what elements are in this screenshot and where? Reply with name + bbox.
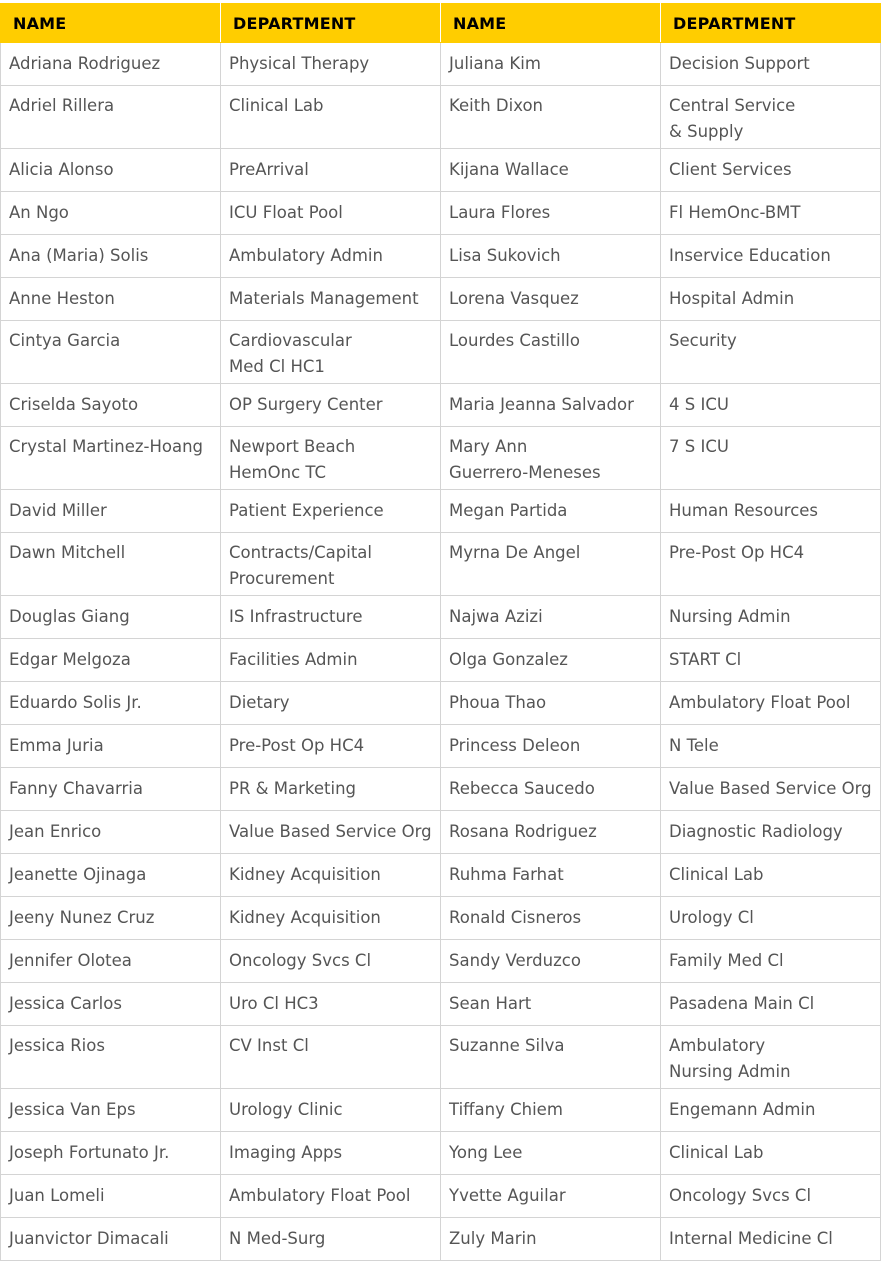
table-row [1, 940, 881, 983]
name-cell: Eduardo Solis Jr. [1, 682, 221, 725]
name-cell: Jeanette Ojinaga [1, 854, 221, 897]
department-cell: Cardiovascular Med Cl HC1 [221, 321, 441, 384]
department-cell: PreArrival [221, 149, 441, 192]
name-cell: Sean Hart [441, 983, 661, 1026]
name-cell: Najwa Azizi [441, 596, 661, 639]
name-cell: Fanny Chavarria [1, 768, 221, 811]
name-cell: Jennifer Olotea [1, 940, 221, 983]
name-cell: Lorena Vasquez [441, 278, 661, 321]
column-header-name-2: NAME [441, 4, 661, 43]
name-cell: Juliana Kim [441, 43, 661, 86]
department-cell: 4 S ICU [661, 384, 881, 427]
department-cell: Materials Management [221, 278, 441, 321]
department-cell: Clinical Lab [221, 86, 441, 149]
table-row [1, 725, 881, 768]
name-cell: Lisa Sukovich [441, 235, 661, 278]
name-cell: Jessica Rios [1, 1026, 221, 1089]
department-cell: Kidney Acquisition [221, 854, 441, 897]
name-cell: Megan Partida [441, 490, 661, 533]
table-header [1, 4, 881, 43]
department-cell: START Cl [661, 639, 881, 682]
name-cell: Crystal Martinez-Hoang [1, 427, 221, 490]
name-cell: Jeeny Nunez Cruz [1, 897, 221, 940]
department-cell: Value Based Service Org [221, 811, 441, 854]
name-cell: Yvette Aguilar [441, 1175, 661, 1218]
department-cell: IS Infrastructure [221, 596, 441, 639]
department-cell: Engemann Admin [661, 1089, 881, 1132]
department-cell: Patient Experience [221, 490, 441, 533]
department-cell: Ambulatory Float Pool [661, 682, 881, 725]
department-cell: Facilities Admin [221, 639, 441, 682]
table-row [1, 1175, 881, 1218]
department-cell: N Med-Surg [221, 1218, 441, 1261]
table-row [1, 1218, 881, 1261]
table-row [1, 1089, 881, 1132]
name-cell: Lourdes Castillo [441, 321, 661, 384]
column-header-department-2: DEPARTMENT [661, 4, 881, 43]
department-cell: Ambulatory Float Pool [221, 1175, 441, 1218]
table-row [1, 854, 881, 897]
department-cell: Uro Cl HC3 [221, 983, 441, 1026]
table-row [1, 43, 881, 86]
table-row [1, 1132, 881, 1175]
name-cell: Anne Heston [1, 278, 221, 321]
department-cell: Oncology Svcs Cl [661, 1175, 881, 1218]
department-cell: Urology Clinic [221, 1089, 441, 1132]
department-cell: Pre-Post Op HC4 [661, 533, 881, 596]
department-cell: Contracts/Capital Procurement [221, 533, 441, 596]
department-cell: PR & Marketing [221, 768, 441, 811]
department-cell: Physical Therapy [221, 43, 441, 86]
department-cell: Pre-Post Op HC4 [221, 725, 441, 768]
table-row [1, 897, 881, 940]
table-row [1, 768, 881, 811]
department-cell: Ambulatory Admin [221, 235, 441, 278]
table-row [1, 983, 881, 1026]
name-cell: Cintya Garcia [1, 321, 221, 384]
name-cell: Ana (Maria) Solis [1, 235, 221, 278]
department-cell: 7 S ICU [661, 427, 881, 490]
department-cell: Clinical Lab [661, 854, 881, 897]
name-cell: Emma Juria [1, 725, 221, 768]
department-cell: Kidney Acquisition [221, 897, 441, 940]
department-cell: Urology Cl [661, 897, 881, 940]
name-cell: David Miller [1, 490, 221, 533]
name-cell: An Ngo [1, 192, 221, 235]
name-cell: Edgar Melgoza [1, 639, 221, 682]
department-cell: Hospital Admin [661, 278, 881, 321]
department-cell: Dietary [221, 682, 441, 725]
name-cell: Princess Deleon [441, 725, 661, 768]
name-cell: Ronald Cisneros [441, 897, 661, 940]
name-cell: Suzanne Silva [441, 1026, 661, 1089]
department-cell: Diagnostic Radiology [661, 811, 881, 854]
department-cell: Newport Beach HemOnc TC [221, 427, 441, 490]
name-cell: Joseph Fortunato Jr. [1, 1132, 221, 1175]
department-cell: Nursing Admin [661, 596, 881, 639]
department-cell: Fl HemOnc-BMT [661, 192, 881, 235]
table-row [1, 1026, 881, 1089]
name-cell: Sandy Verduzco [441, 940, 661, 983]
name-cell: Maria Jeanna Salvador [441, 384, 661, 427]
name-cell: Rosana Rodriguez [441, 811, 661, 854]
column-header-department-1: DEPARTMENT [221, 4, 441, 43]
name-cell: Alicia Alonso [1, 149, 221, 192]
name-cell: Yong Lee [441, 1132, 661, 1175]
department-cell: Oncology Svcs Cl [221, 940, 441, 983]
name-cell: Ruhma Farhat [441, 854, 661, 897]
name-cell: Adriana Rodriguez [1, 43, 221, 86]
name-cell: Kijana Wallace [441, 149, 661, 192]
department-cell: Internal Medicine Cl [661, 1218, 881, 1261]
name-cell: Douglas Giang [1, 596, 221, 639]
table-body [1, 43, 881, 1261]
table-row [1, 533, 881, 596]
name-cell: Laura Flores [441, 192, 661, 235]
header-row [1, 4, 881, 43]
department-cell: Pasadena Main Cl [661, 983, 881, 1026]
table-row [1, 811, 881, 854]
name-cell: Rebecca Saucedo [441, 768, 661, 811]
table-row [1, 321, 881, 384]
department-cell: N Tele [661, 725, 881, 768]
department-cell: Clinical Lab [661, 1132, 881, 1175]
name-cell: Olga Gonzalez [441, 639, 661, 682]
table-row [1, 278, 881, 321]
name-cell: Mary Ann Guerrero-Meneses [441, 427, 661, 490]
name-cell: Jessica Carlos [1, 983, 221, 1026]
department-cell: Imaging Apps [221, 1132, 441, 1175]
table-row [1, 86, 881, 149]
column-header-name-1: NAME [1, 4, 221, 43]
table-row [1, 682, 881, 725]
table-row [1, 427, 881, 490]
name-cell: Juanvictor Dimacali [1, 1218, 221, 1261]
table-row [1, 235, 881, 278]
name-cell: Adriel Rillera [1, 86, 221, 149]
department-cell: Central Service & Supply [661, 86, 881, 149]
name-cell: Myrna De Angel [441, 533, 661, 596]
table-row [1, 384, 881, 427]
department-cell: Ambulatory Nursing Admin [661, 1026, 881, 1089]
department-cell: Family Med Cl [661, 940, 881, 983]
staff-roster-table [0, 3, 881, 1261]
department-cell: Client Services [661, 149, 881, 192]
table-row [1, 639, 881, 682]
name-cell: Jessica Van Eps [1, 1089, 221, 1132]
table-row [1, 490, 881, 533]
name-cell: Dawn Mitchell [1, 533, 221, 596]
department-cell: CV Inst Cl [221, 1026, 441, 1089]
table-row [1, 596, 881, 639]
department-cell: ICU Float Pool [221, 192, 441, 235]
department-cell: Security [661, 321, 881, 384]
department-cell: Human Resources [661, 490, 881, 533]
name-cell: Phoua Thao [441, 682, 661, 725]
name-cell: Tiffany Chiem [441, 1089, 661, 1132]
name-cell: Juan Lomeli [1, 1175, 221, 1218]
department-cell: OP Surgery Center [221, 384, 441, 427]
department-cell: Inservice Education [661, 235, 881, 278]
name-cell: Keith Dixon [441, 86, 661, 149]
name-cell: Jean Enrico [1, 811, 221, 854]
table-row [1, 192, 881, 235]
table-row [1, 149, 881, 192]
name-cell: Zuly Marin [441, 1218, 661, 1261]
department-cell: Value Based Service Org [661, 768, 881, 811]
name-cell: Criselda Sayoto [1, 384, 221, 427]
department-cell: Decision Support [661, 43, 881, 86]
